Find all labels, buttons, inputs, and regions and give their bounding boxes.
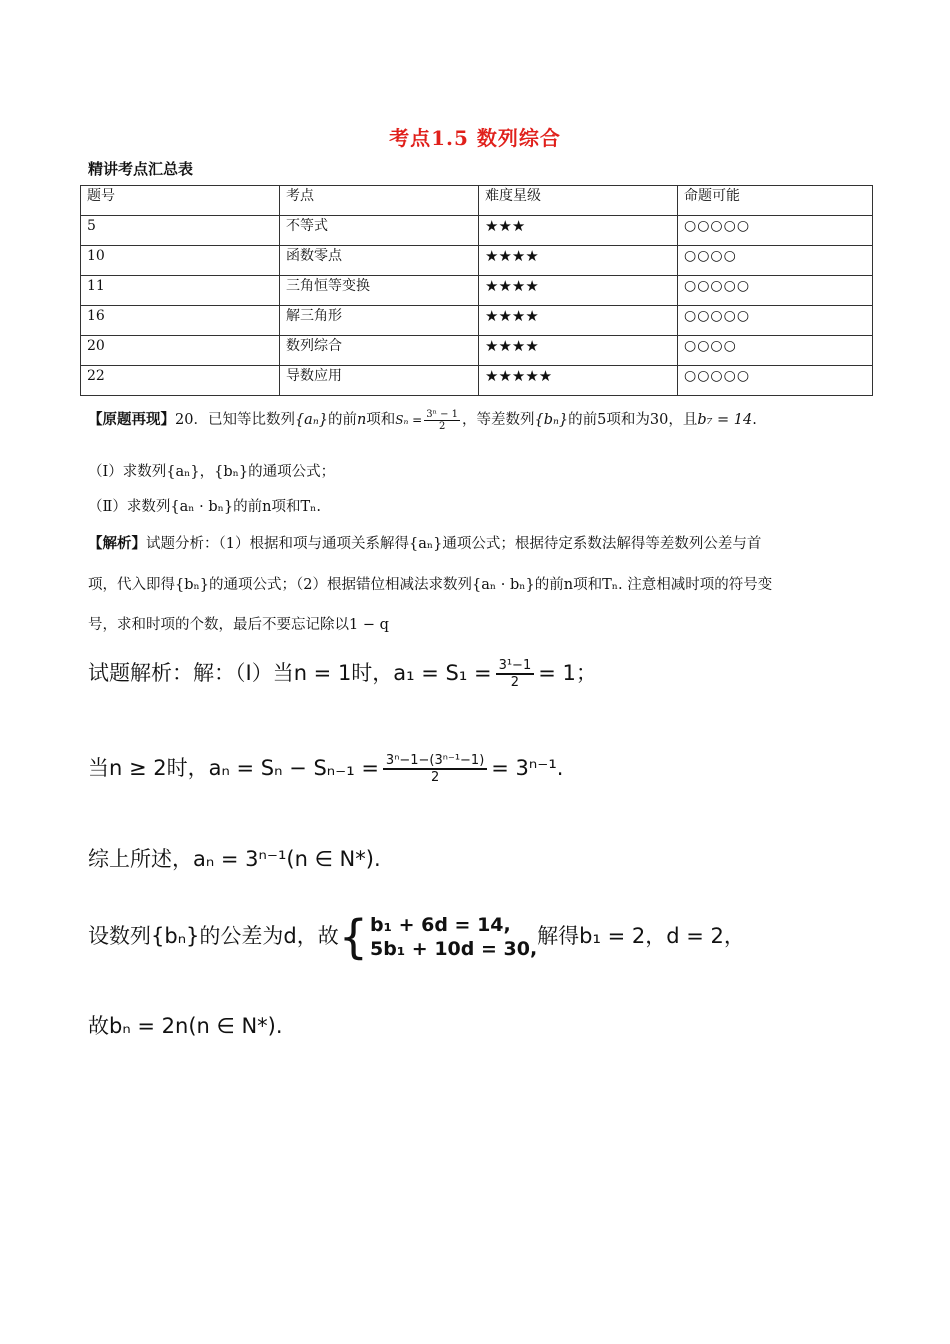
- solution-text: = 3ⁿ⁻¹.: [491, 756, 564, 780]
- analysis-line-1: [88, 532, 761, 553]
- summary-table: [80, 185, 873, 396]
- s2-fraction: [383, 753, 487, 785]
- question-1: （Ⅰ）求数列{aₙ}，{bₙ}的通项公式；: [88, 464, 336, 480]
- s1-fraction: [496, 658, 535, 690]
- table-row: [81, 336, 873, 366]
- question-number: 11: [81, 276, 280, 306]
- likelihood-circles: ○○○○: [678, 336, 873, 366]
- page-title: 考点1.5 数列综合: [389, 126, 561, 150]
- problem-text: .: [752, 412, 757, 428]
- header-cell: 命题可能: [678, 186, 873, 216]
- fraction-numerator: 3¹−1: [496, 658, 535, 675]
- equation-1: b₁ + 6d = 14,: [370, 914, 511, 936]
- header-cell: 难度星级: [479, 186, 678, 216]
- solution-text: 解得b₁ = 2，d = 2，: [537, 924, 745, 948]
- equation-2: 5b₁ + 10d = 30,: [370, 938, 538, 960]
- topic: 三角恒等变换: [280, 276, 479, 306]
- table-row: [81, 276, 873, 306]
- likelihood-circles: ○○○○○: [678, 276, 873, 306]
- solution-text: 设数列{bₙ}的公差为d，故: [88, 924, 339, 948]
- analysis-line-3: 号，求和时项的个数，最后不要忘记除以1 − q: [88, 617, 389, 633]
- solution-step-5: 故bₙ = 2n(n ∈ N*).: [88, 1014, 283, 1038]
- analysis-text: 试题分析：（1）根据和项与通项关系解得{aₙ}通项公式；根据待定系数法解得等差数列公差与首: [146, 536, 762, 552]
- analysis-label: 【解析】: [88, 535, 146, 552]
- question-number: 16: [81, 306, 280, 336]
- problem-label: 【原题再现】: [88, 411, 175, 428]
- var-n: n: [356, 412, 367, 428]
- question-number: 20: [81, 336, 280, 366]
- table-row: [81, 216, 873, 246]
- equation-system: [338, 910, 538, 964]
- solution-step-4: [88, 910, 745, 964]
- header-cell: 题号: [81, 186, 280, 216]
- solution-text: 试题解析：解：（Ⅰ）当n = 1时，a₁ = S₁ =: [88, 661, 492, 685]
- difficulty-stars: ★★★★: [479, 276, 678, 306]
- problem-text: ，等差数列: [462, 412, 535, 428]
- table-row: [81, 366, 873, 396]
- table-header-row: [81, 186, 873, 216]
- topic: 解三角形: [280, 306, 479, 336]
- difficulty-stars: ★★★★: [479, 306, 678, 336]
- problem-statement: [88, 408, 757, 432]
- brace-icon: {: [338, 910, 369, 964]
- header-cell: 考点: [280, 186, 479, 216]
- difficulty-stars: ★★★★★: [479, 366, 678, 396]
- question-number: 22: [81, 366, 280, 396]
- fraction-numerator: 3ⁿ−1−(3ⁿ⁻¹−1): [383, 753, 487, 770]
- solution-text: = 1；: [538, 661, 597, 685]
- difficulty-stars: ★★★★: [479, 336, 678, 366]
- topic: 不等式: [280, 216, 479, 246]
- b7-value: b₇ = 14: [697, 412, 753, 428]
- sum-sn: Sₙ =: [395, 413, 423, 427]
- seq-b: {bₙ}: [534, 412, 569, 428]
- sn-fraction: [424, 409, 460, 432]
- solution-step-2: [88, 752, 563, 785]
- likelihood-circles: ○○○○○: [678, 216, 873, 246]
- likelihood-circles: ○○○○○: [678, 306, 873, 336]
- question-number: 10: [81, 246, 280, 276]
- question-number: 5: [81, 216, 280, 246]
- fraction-denominator: 2: [510, 675, 520, 690]
- table-caption: 精讲考点汇总表: [88, 160, 194, 178]
- solution-step-3: 综上所述，aₙ = 3ⁿ⁻¹(n ∈ N*).: [88, 847, 381, 871]
- topic: 函数零点: [280, 246, 479, 276]
- topic: 数列综合: [280, 336, 479, 366]
- problem-text: 的前5项和为30，且: [568, 412, 698, 428]
- table-row: [81, 246, 873, 276]
- topic: 导数应用: [280, 366, 479, 396]
- seq-a: {aₙ}: [294, 412, 328, 428]
- problem-text: 20．已知等比数列: [175, 412, 295, 428]
- fraction-denominator: 2: [438, 420, 446, 432]
- problem-text: 项和: [366, 412, 396, 428]
- solution-step-1: [88, 657, 597, 690]
- fraction-numerator: 3ⁿ − 1: [426, 408, 459, 420]
- fraction-denominator: 2: [430, 770, 440, 785]
- likelihood-circles: ○○○○: [678, 246, 873, 276]
- analysis-line-2: 项，代入即得{bₙ}的通项公式；（2）根据错位相减法求数列{aₙ · bₙ}的前n项和Tₙ. 注意相减时项的符号变: [88, 577, 773, 593]
- difficulty-stars: ★★★: [479, 216, 678, 246]
- table-row: [81, 306, 873, 336]
- difficulty-stars: ★★★★: [479, 246, 678, 276]
- likelihood-circles: ○○○○○: [678, 366, 873, 396]
- problem-text: 的前: [327, 412, 357, 428]
- solution-text: 当n ≥ 2时，aₙ = Sₙ − Sₙ₋₁ =: [88, 756, 379, 780]
- question-2: （Ⅱ）求数列{aₙ · bₙ}的前n项和Tₙ.: [88, 499, 321, 515]
